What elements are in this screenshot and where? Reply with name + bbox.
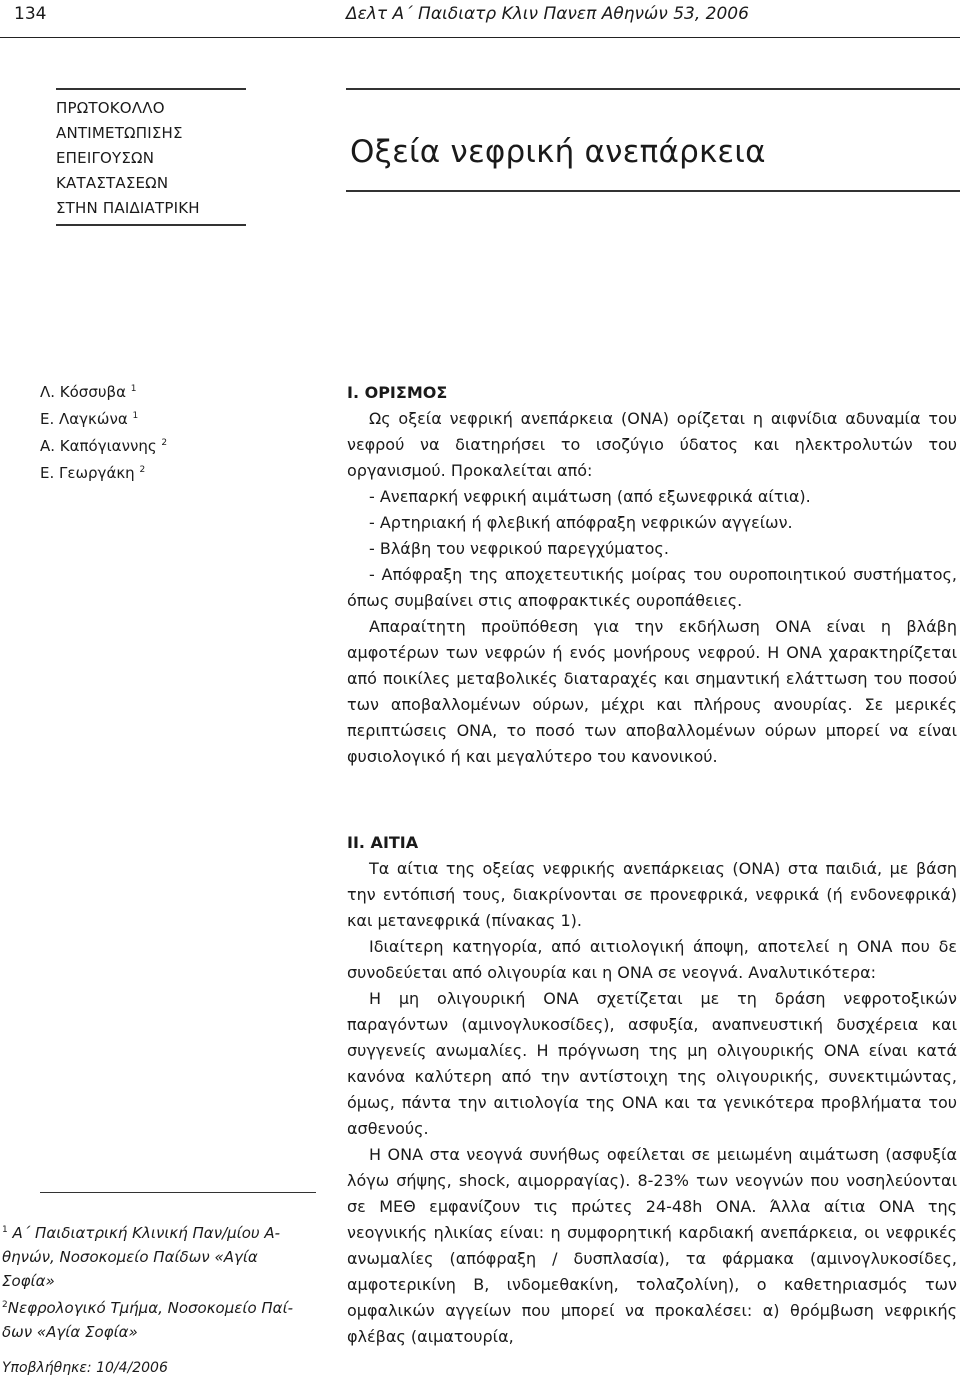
paragraph: Ως οξεία νεφρική ανεπάρκεια (ΟΝΑ) ορίζεται η αιφνίδια αδυναμία του νεφρού να διατηρήσει το ισοζύγιο ύδατος και ηλεκτρολυτών του οργανισμού. Προκαλείται από:: [347, 409, 957, 480]
list-item: - Βλάβη του νεφρικού παρεγχύματος.: [369, 539, 669, 558]
section-definition: [347, 380, 957, 770]
section-causes: [347, 830, 957, 1350]
page-header: [0, 0, 960, 40]
journal-citation: Δελτ Α΄ Παιδιατρ Κλιν Πανεπ Αθηνών 53, 2006: [346, 4, 749, 24]
affiliations-rule: [40, 1192, 316, 1193]
protocol-category-box: [56, 88, 246, 226]
submission-date: Υποβλήθηκε: 10/4/2006: [2, 1360, 168, 1376]
author: Λ. Κόσσυβα $^1$: [40, 383, 137, 401]
paragraph: Η ΟΝΑ στα νεογνά συνήθως οφείλεται σε μειωμένη αιμάτωση (ασφυξία λόγω σήψης, shock, αιμορραγίας). 8-23% των νεογνών που νοσηλεύονται σε ΜΕΘ εμφανίζουν τις πρώτες 24-48h ΟΝΑ. Άλλα αίτια ΟΝΑ της νεογνικής ηλικίας είναι: η συμφορητική καρδιακή ανεπάρκεια, οι νεφρικές ανωμαλίες (απόφραξη / δυσπλασία), τα φάρμακα (αμινογλυκοσίδες, αμφοτερικίνη Β, ινδομεθακίνη, τολαζολίνη), ο καθετηριασμός των ομφαλικών αγγείων που μπορεί να προκαλέσει: α) θρόμβωση νεφρικής φλέβας (αιματουρία,: [347, 1145, 957, 1346]
list-item: - Αρτηριακή ή φλεβική απόφραξη νεφρικών αγγείων.: [369, 513, 793, 532]
affiliation-2: $^2$Νεφρολογικό Τμήμα, Νοσοκομείο Παί-δων «Αγία Σοφία»: [2, 1299, 294, 1341]
article-title: Οξεία νεφρική ανεπάρκεια: [350, 134, 766, 170]
protocol-line: ΚΑΤΑΣΤΑΣΕΩΝ: [56, 174, 169, 192]
author: Ε. Λαγκώνα $^1$: [40, 410, 139, 428]
paragraph: Ιδιαίτερη κατηγορία, από αιτιολογική άποψη, αποτελεί η ΟΝΑ που δε συνοδεύεται από ολιγουρία και η ΟΝΑ σε νεογνά. Αναλυτικότερα:: [347, 937, 957, 982]
title-box: [346, 88, 960, 192]
protocol-line: ΠΡΩΤΟΚΟΛΛΟ: [56, 99, 165, 117]
list-item: - Απόφραξη της αποχετευτικής μοίρας του ουροποιητικού συστήματος, όπως συμβαίνει στις αποφρακτικές ουροπάθειες.: [347, 565, 957, 610]
paragraph: Τα αίτια της οξείας νεφρικής ανεπάρκειας (ΟΝΑ) στα παιδιά, με βάση την εντόπισή τους, διακρίνονται σε προνεφρικά, νεφρικά (ή ενδονεφρικά) και μετανεφρικά (πίνακας 1).: [347, 859, 957, 930]
page-number: 134: [14, 4, 47, 24]
paragraph: Απαραίτητη προϋπόθεση για την εκδήλωση ΟΝΑ είναι η βλάβη αμφοτέρων των νεφρών ή ενός μονήρους νεφρού. Η ΟΝΑ χαρακτηρίζεται από ποικίλες μεταβολικές διαταραχές και σημαντική ελάττωση του ποσού των αποβαλλομένων ούρων, μέχρι και πλήρους ανουρίας. Σε μερικές περιπτώσεις ΟΝΑ, το ποσό των αποβαλλομένων ούρων μπορεί να είναι φυσιολογικό ή και μεγαλύτερο του κανονικού.: [347, 617, 957, 766]
section-heading: Ι. ΟΡΙΣΜΟΣ: [347, 383, 448, 402]
header-rule: [0, 37, 960, 38]
protocol-line: ΣΤΗΝ ΠΑΙΔΙΑΤΡΙΚΗ: [56, 199, 200, 217]
section-heading: ΙΙ. ΑΙΤΙΑ: [347, 833, 419, 852]
author: Α. Καπόγιαννης $^2$: [40, 437, 168, 455]
paragraph: Η μη ολιγουρική ΟΝΑ σχετίζεται με τη δράση νεφροτοξικών παραγόντων (αμινογλυκοσίδες), ασφυξία, αναπνευστική δυσχέρεια και συγγενείς ανωμαλίες. Η πρόγνωση της μη ολιγουρικής ΟΝΑ είναι κατά κανόνα καλύτερη από την αντίστοιχη της ολιγουρικής, συνεκτιμώντας, όμως, πάντα την αιτιολογία της ΟΝΑ και τα γενικότερα προβλήματα του ασθενούς.: [347, 989, 957, 1138]
author: Ε. Γεωργάκη $^2$: [40, 464, 146, 482]
affiliation-1: $^1$ Α΄ Παιδιατρική Κλινική Παν/μίου Α-θηνών, Νοσοκομείο Παίδων «Αγία Σοφία»: [2, 1224, 281, 1290]
protocol-line: ΑΝΤΙΜΕΤΩΠΙΣΗΣ: [56, 124, 183, 142]
affiliations: [2, 1218, 302, 1344]
author-list: [40, 377, 167, 485]
list-item: - Ανεπαρκή νεφρική αιμάτωση (από εξωνεφρικά αίτια).: [369, 487, 811, 506]
protocol-line: ΕΠΕΙΓΟΥΣΩΝ: [56, 149, 155, 167]
